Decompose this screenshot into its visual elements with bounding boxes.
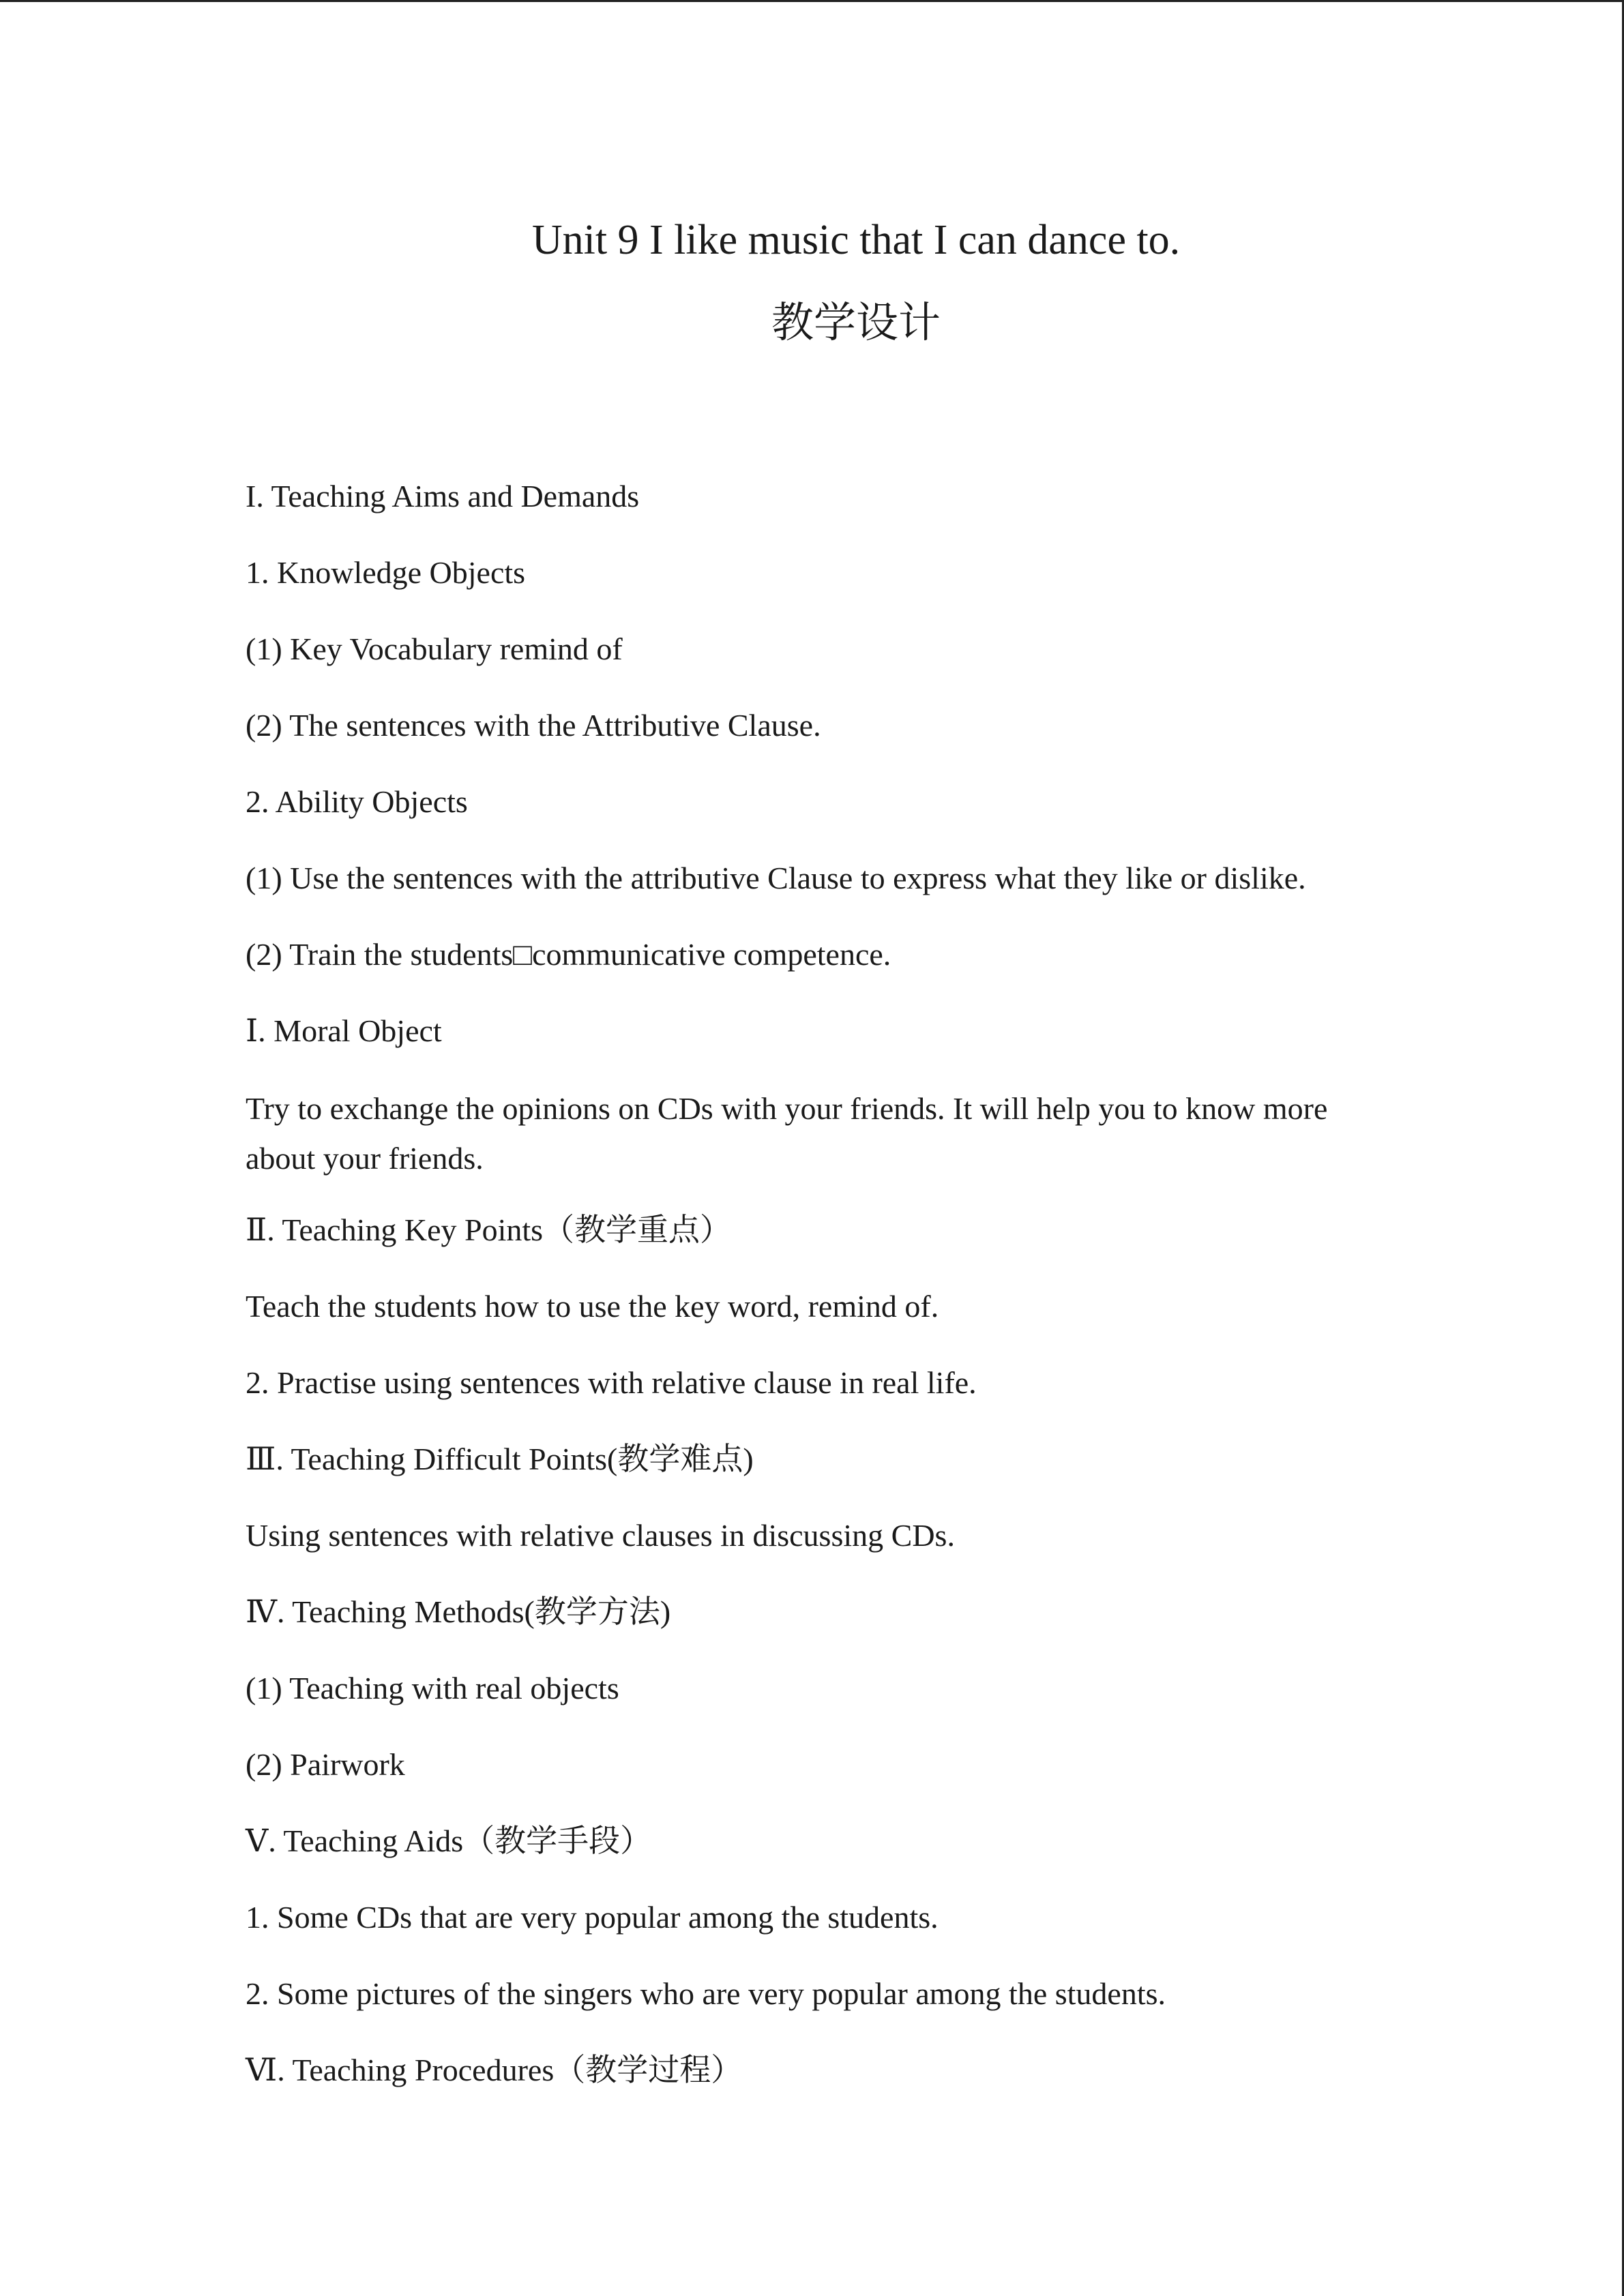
section-heading-methods: Ⅳ. Teaching Methods(教学方法) bbox=[246, 1594, 671, 1629]
list-item-pictures: 2. Some pictures of the singers who are very popular among the students. bbox=[246, 1976, 1166, 2011]
paragraph-moral-object: Try to exchange the opinions on CDs with your friends. It will help you to know more about your friends. bbox=[246, 1091, 1328, 1176]
section-heading-aids: Ⅴ. Teaching Aids（教学手段） bbox=[246, 1823, 652, 1858]
document-subtitle: 教学设计 bbox=[771, 300, 941, 346]
list-item-key-vocabulary: (1) Key Vocabulary remind of bbox=[246, 631, 623, 666]
list-item-practise: 2. Practise using sentences with relative clause in real life. bbox=[246, 1365, 977, 1400]
list-item-cds: 1. Some CDs that are very popular among the students. bbox=[246, 1900, 939, 1935]
list-item-train-students: (2) Train the students□communicative competence. bbox=[246, 937, 891, 972]
list-item-sentences-attributive: (2) The sentences with the Attributive Clause. bbox=[246, 708, 821, 743]
paragraph-key-word: Teach the students how to use the key word, remind of. bbox=[246, 1289, 939, 1324]
document-title: Unit 9 I like music that I can dance to. bbox=[531, 217, 1181, 263]
section-heading-key-points: Ⅱ. Teaching Key Points（教学重点） bbox=[246, 1212, 732, 1247]
list-item-use-sentences: (1) Use the sentences with the attributive Clause to express what they like or dislike. bbox=[246, 861, 1306, 895]
section-heading-difficult-points: Ⅲ. Teaching Difficult Points(教学难点) bbox=[246, 1442, 754, 1476]
list-item-real-objects: (1) Teaching with real objects bbox=[246, 1671, 619, 1705]
subheading-knowledge-objects: 1. Knowledge Objects bbox=[246, 555, 526, 590]
section-heading-procedures: Ⅵ. Teaching Procedures（教学过程） bbox=[246, 2053, 743, 2087]
paragraph-difficult-points: Using sentences with relative clauses in discussing CDs. bbox=[246, 1518, 955, 1553]
list-item-pairwork: (2) Pairwork bbox=[246, 1747, 405, 1782]
section-heading-moral-object: Ⅰ. Moral Object bbox=[246, 1013, 442, 1048]
subheading-ability-objects: 2. Ability Objects bbox=[246, 784, 468, 819]
section-heading-aims: I. Teaching Aims and Demands bbox=[246, 479, 640, 513]
